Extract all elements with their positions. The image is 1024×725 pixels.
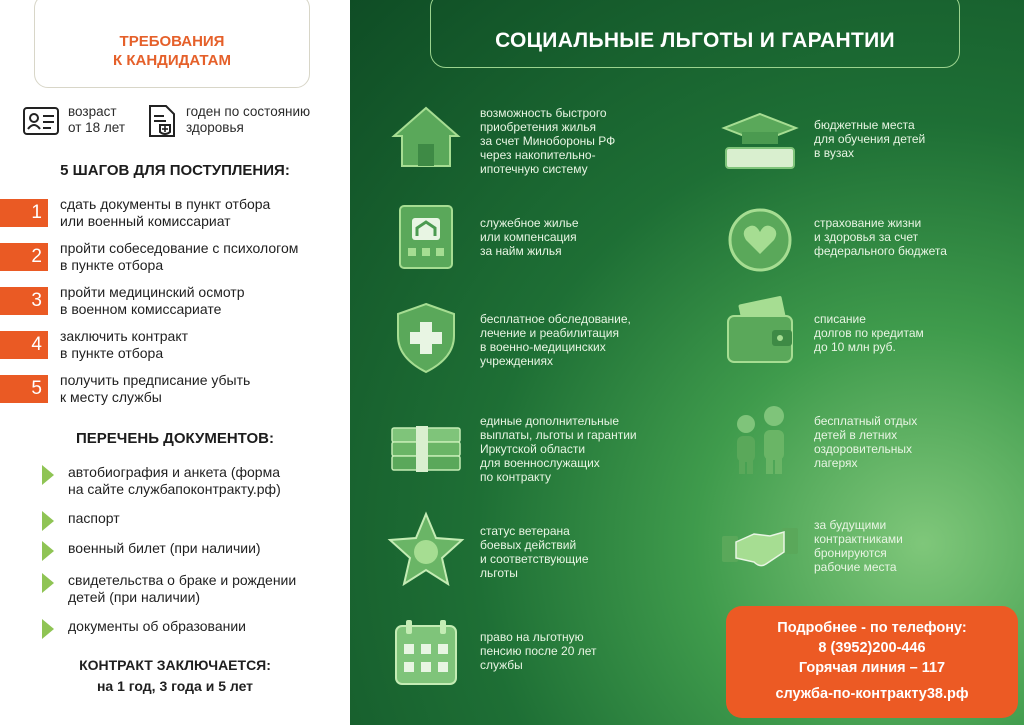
- heart-coin-icon: [720, 200, 800, 280]
- contract-heading: КОНТРАКТ ЗАКЛЮЧАЕТСЯ:: [79, 657, 271, 673]
- handshake-icon: [720, 506, 800, 586]
- benefit-text: списание долгов по кредитам до 10 млн руб.: [814, 312, 924, 354]
- documents-heading: ПЕРЕЧЕНЬ ДОКУМЕНТОВ:: [76, 430, 274, 447]
- building-icon: [386, 196, 466, 276]
- benefit-item: [386, 406, 637, 486]
- step-1: 1 сдать документы в пункт отбора или военный комиссариат: [0, 194, 270, 232]
- benefit-text: единые дополнительные выплаты, льготы и гарантии Иркутской области для военнослужащих по контракту: [480, 414, 637, 484]
- hotline: Горячая линия – 117: [798, 660, 946, 676]
- triangle-bullet-icon: [42, 511, 54, 531]
- benefit-item: [720, 100, 925, 180]
- calendar-icon: [386, 614, 466, 694]
- benefit-text: страхование жизни и здоровья за счет федерального бюджета: [814, 216, 947, 258]
- graduation-cap-icon: [720, 100, 800, 180]
- document-item: военный билет (при наличии): [42, 540, 261, 561]
- step-number: 3: [0, 287, 48, 315]
- wallet-icon: [720, 292, 800, 372]
- house-icon: [386, 96, 466, 176]
- benefit-text: служебное жилье или компенсация за найм жилья: [480, 216, 579, 258]
- benefit-item: [720, 506, 903, 586]
- benefit-item: [386, 298, 631, 378]
- document-item: документы об образовании: [42, 618, 246, 639]
- health-requirement: годен по состоянию здоровья: [146, 104, 310, 138]
- triangle-bullet-icon: [42, 541, 54, 561]
- step-number: 4: [0, 331, 48, 359]
- contact-heading: Подробнее - по телефону:: [777, 620, 967, 636]
- step-3: 3 пройти медицинский осмотр в военном комиссариате: [0, 282, 245, 320]
- benefit-text: возможность быстрого приобретения жилья за счет Минобороны РФ через накопительно- ипотечную систему: [480, 106, 616, 176]
- benefit-text: право на льготную пенсию после 20 лет службы: [480, 630, 597, 672]
- contract-terms: на 1 год, 3 года и 5 лет: [96, 678, 254, 694]
- triangle-bullet-icon: [42, 619, 54, 639]
- medical-document-icon: [146, 104, 178, 138]
- website-link[interactable]: служба-по-контракту38.рф: [775, 686, 969, 702]
- steps-heading: 5 ШАГОВ ДЛЯ ПОСТУПЛЕНИЯ:: [60, 162, 290, 179]
- step-number: 5: [0, 375, 48, 403]
- benefits-panel: [350, 0, 1024, 725]
- triangle-bullet-icon: [42, 465, 54, 485]
- requirements-title: ТРЕБОВАНИЯ К КАНДИДАТАМ: [113, 33, 231, 69]
- phone-number[interactable]: 8 (3952)200-446: [818, 640, 926, 656]
- benefit-text: бесплатный отдых детей в летних оздоровительных лагерях: [814, 414, 918, 470]
- benefit-text: за будущими контрактниками бронируются рабочие места: [814, 518, 903, 574]
- step-number: 2: [0, 243, 48, 271]
- step-number: 1: [0, 199, 48, 227]
- document-item: паспорт: [42, 510, 120, 531]
- star-medal-icon: [386, 510, 466, 590]
- benefit-item: [386, 510, 589, 590]
- benefit-text: статус ветерана боевых действий и соответствующие льготы: [480, 524, 589, 580]
- age-requirement: возраст от 18 лет: [22, 104, 125, 138]
- children-icon: [720, 400, 800, 480]
- triangle-bullet-icon: [42, 573, 54, 593]
- benefit-item: [386, 614, 596, 694]
- benefit-text: бюджетные места для обучения детей в вузах: [814, 118, 926, 160]
- benefit-item: [386, 196, 579, 276]
- document-item: свидетельства о браке и рождении детей (при наличии): [42, 572, 296, 606]
- step-4: 4 заключить контракт в пункте отбора: [0, 326, 188, 364]
- step-2: 2 пройти собеседование с психологом в пункте отбора: [0, 238, 298, 276]
- id-card-icon: [22, 104, 60, 138]
- medical-shield-icon: [386, 298, 466, 378]
- money-stack-icon: [386, 406, 466, 486]
- benefit-item: [720, 292, 924, 372]
- benefit-text: бесплатное обследование, лечение и реабилитация в военно-медицинских учреждениях: [480, 312, 631, 368]
- benefit-item: [720, 400, 917, 480]
- requirements-panel: [0, 0, 350, 725]
- benefit-item: [386, 96, 615, 176]
- document-item: автобиография и анкета (форма на сайте службапоконтракту.рф): [42, 464, 281, 498]
- benefit-item: [720, 200, 947, 280]
- step-5: 5 получить предписание убыть к месту службы: [0, 370, 250, 408]
- contact-box: [726, 606, 1018, 718]
- benefits-title: СОЦИАЛЬНЫЕ ЛЬГОТЫ И ГАРАНТИИ: [495, 29, 895, 52]
